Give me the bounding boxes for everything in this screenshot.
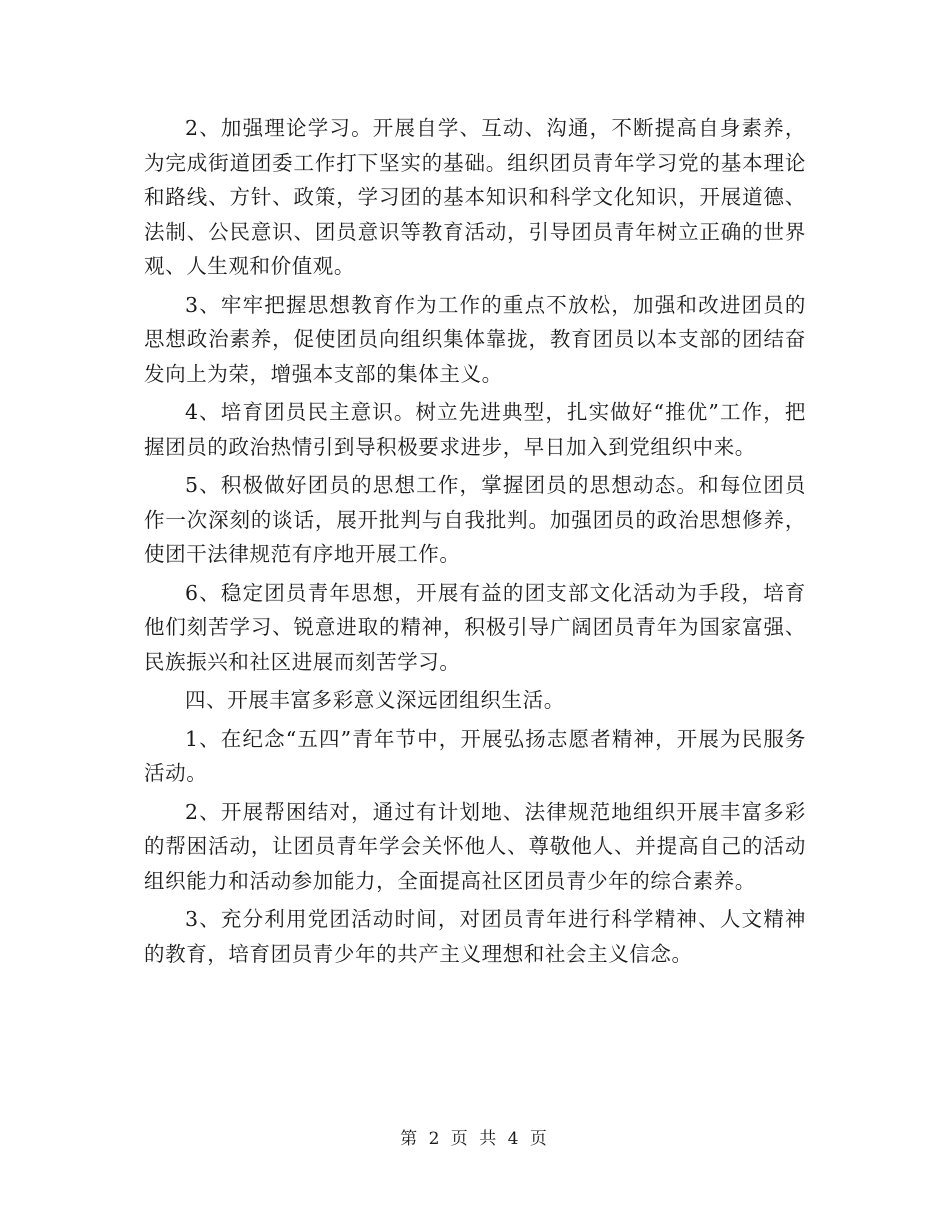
page-number-footer: 第 2 页 共 4 页	[400, 1129, 550, 1149]
paragraph-item-5-ideological-work: 5、积极做好团员的思想工作，掌握团员的思想动态。和每位团员作一次深刻的谈话，展开批判与自我批判。加强团员的政治思想修养，使团干法律规范有序地开展工作。	[144, 473, 806, 566]
paragraph-item-4-democratic-awareness: 4、培育团员民主意识。树立先进典型，扎实做好“推优”工作，把握团员的政治热情引到导积极要求进步，早日加入到党组织中来。	[144, 400, 806, 459]
paragraph-item-2-theory-study: 2、加强理论学习。开展自学、互动、沟通，不断提高自身素养，为完成街道团委工作打下坚实的基础。组织团员青年学习党的基本理论和路线、方针、政策，学习团的基本知识和科学文化知识，开展道德、法制、公民意识、团员意识等教育活动，引导团员青年树立正确的世界观、人生观和价值观。	[144, 116, 806, 278]
paragraph-item-1-may-fourth: 1、在纪念“五四”青年节中，开展弘扬志愿者精神，开展为民服务活动。	[144, 726, 806, 785]
paragraph-item-3-ideological-education: 3、牢牢把握思想教育作为工作的重点不放松，加强和改进团员的思想政治素养，促使团员向组织集体靠拢，教育团员以本支部的团结奋发向上为荣，增强本支部的集体主义。	[144, 292, 806, 386]
document-body	[144, 111, 806, 975]
paragraph-item-3-party-activity: 3、充分利用党团活动时间，对团员青年进行科学精神、人文精神的教育，培育团员青少年的共产主义理想和社会主义信念。	[144, 907, 806, 966]
paragraph-item-6-stabilize-thought: 6、稳定团员青年思想，开展有益的团支部文化活动为手段，培育他们刻苦学习、锐意进取的精神，积极引导广阔团员青年为国家富强、民族振兴和社区进展而刻苦学习。	[144, 580, 806, 674]
paragraph-item-2-assistance-pairing: 2、开展帮困结对，通过有计划地、法律规范地组织开展丰富多彩的帮困活动，让团员青年学会关怀他人、尊敬他人、并提高自己的活动组织能力和活动参加能力，全面提高社区团员青少年的综合素养。	[144, 799, 806, 893]
section-heading-four: 四、开展丰富多彩意义深远团组织生活。	[185, 688, 565, 712]
